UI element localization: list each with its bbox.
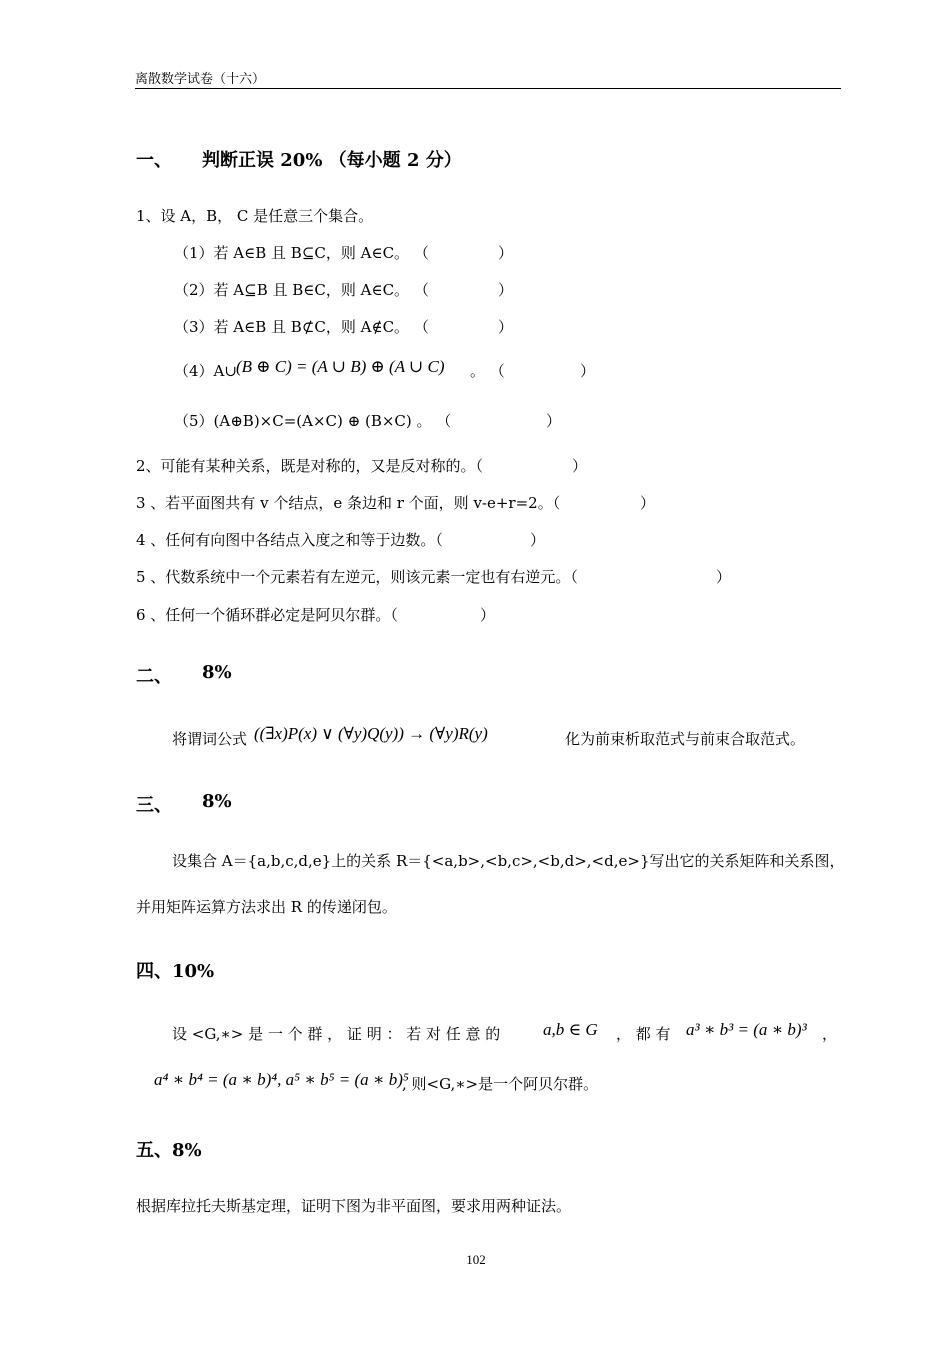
- question-6-close: ）: [480, 606, 496, 624]
- section-4-math-3: a⁴ ∗ b⁴ = (a ∗ b)⁴, a⁵ ∗ b⁵ = (a ∗ b)⁵: [154, 1070, 409, 1089]
- section-4-tail: , 则<G,∗>是一个阿贝尔群。: [402, 1075, 599, 1093]
- section-4-text-pre: 设 <G,∗> 是 一 个 群 ， 证 明 ： 若 对 任 意 的: [172, 1025, 501, 1043]
- page-number: 102: [466, 1252, 486, 1267]
- question-4-close: ）: [530, 531, 546, 549]
- question-2: 2、可能有某种关系，既是对称的，又是反对称的。（: [136, 457, 484, 475]
- section-3-line-1: 设集合 A＝{a,b,c,d,e}上的关系 R＝{<a,b>,<b,c>,<b,d>,<d,e>}写出它的关系矩阵和关系图，: [172, 852, 845, 870]
- header-title: 离散数学试卷（十六）: [135, 72, 266, 87]
- section-3-number: 三、: [136, 795, 172, 816]
- q1-item-5-close: ）: [546, 412, 562, 430]
- q1-item-2: （2）若 A⊆B 且 B∈C，则 A∈C。 （: [174, 281, 429, 299]
- section-3-title: 8%: [202, 791, 232, 812]
- question-4: 4 、任何有向图中各结点入度之和等于边数。（: [136, 531, 443, 549]
- section-2-title: 8%: [202, 662, 232, 683]
- header-rule: [135, 88, 841, 89]
- q1-item-3-close: ）: [498, 318, 514, 336]
- section-4-math-1: a,b ∈ G: [543, 1020, 598, 1039]
- section-1-title: 判断正误 20% （每小题 2 分）: [202, 150, 462, 171]
- q1-item-4-formula: (B ⊕ C) = (A ∪ B) ⊕ (A ∪ C): [236, 357, 445, 376]
- question-6: 6 、任何一个循环群必定是阿贝尔群。（: [136, 606, 398, 624]
- question-2-close: ）: [572, 457, 588, 475]
- section-5-text: 根据库拉托夫斯基定理，证明下图为非平面图，要求用两种证法。: [136, 1197, 572, 1215]
- q1-item-4-close: ）: [580, 362, 596, 380]
- section-3-line-2: 并用矩阵运算方法求出 R 的传递闭包。: [136, 898, 397, 916]
- q1-item-2-close: ）: [498, 281, 514, 299]
- q1-item-4-tail: 。 （: [470, 362, 505, 380]
- q1-item-4-prefix: （4）A∪: [174, 362, 237, 380]
- question-5: 5 、代数系统中一个元素若有左逆元，则该元素一定也有右逆元。（: [136, 568, 578, 586]
- section-4-title: 四、10%: [136, 961, 215, 982]
- section-2-formula: ((∃x)P(x) ∨ (∀y)Q(y)) → (∀y)R(y): [254, 724, 488, 743]
- section-5-title: 五、8%: [136, 1140, 202, 1161]
- q1-intro: 1、设 A，B， C 是任意三个集合。: [136, 207, 374, 225]
- section-4-comma: ，: [822, 1025, 838, 1043]
- section-2-text-pre: 将谓词公式: [172, 730, 248, 748]
- question-5-close: ）: [716, 568, 732, 586]
- q1-item-5: （5）(A⊕B)×C=(A×C) ⊕ (B×C) 。 （: [174, 412, 452, 430]
- section-4-math-2: a³ ∗ b³ = (a ∗ b)³: [686, 1020, 807, 1039]
- question-3: 3 、若平面图共有 v 个结点，e 条边和 r 个面，则 v-e+r=2。（: [136, 494, 561, 512]
- q1-item-3: （3）若 A∈B 且 B⊄C，则 A∉C。 （: [174, 318, 429, 336]
- section-4-text-mid: ， 都 有: [616, 1025, 671, 1043]
- section-2-text-post: 化为前束析取范式与前束合取范式。: [565, 730, 806, 748]
- q1-item-1: （1）若 A∈B 且 B⊆C，则 A∈C。 （: [174, 244, 429, 262]
- q1-item-1-close: ）: [498, 244, 514, 262]
- section-2-number: 二、: [136, 666, 172, 687]
- section-1-number: 一、: [136, 150, 172, 171]
- question-3-close: ）: [640, 494, 656, 512]
